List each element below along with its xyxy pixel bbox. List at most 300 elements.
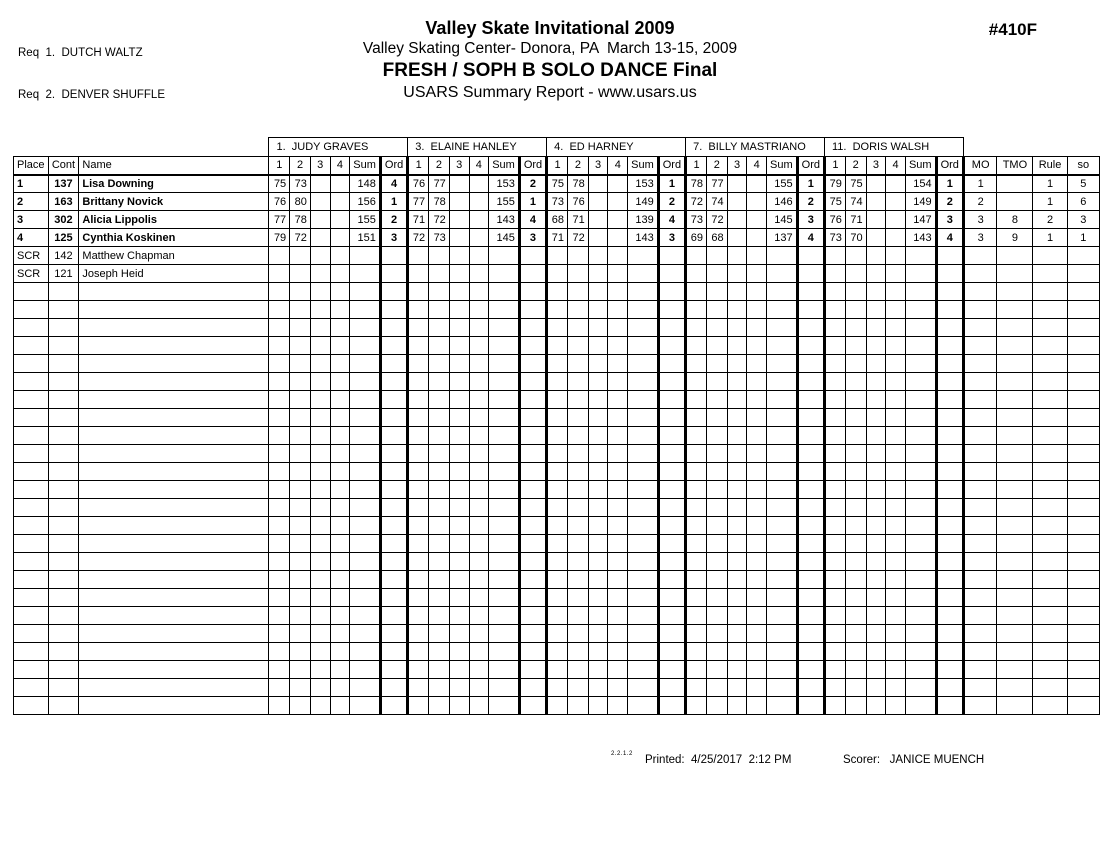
so-cell: 1: [1067, 229, 1099, 247]
sum-cell: [905, 589, 936, 607]
score-cell: [408, 643, 429, 661]
col-header: 2: [429, 157, 450, 175]
score-cell: [588, 391, 608, 409]
req-dance-2: Req 2. DENVER SHUFFLE: [18, 89, 165, 101]
tmo-cell: [997, 463, 1033, 481]
sum-cell: [905, 445, 936, 463]
score-cell: [469, 679, 489, 697]
rule-cell: [1033, 373, 1067, 391]
sum-cell: [767, 463, 798, 481]
sum-cell: 153: [628, 175, 659, 193]
score-cell: [706, 679, 727, 697]
score-cell: [408, 463, 429, 481]
ord-cell: [936, 625, 963, 643]
mo-cell: [963, 409, 996, 427]
empty-row: [14, 571, 1100, 589]
score-cell: [568, 517, 589, 535]
score-cell: [449, 625, 469, 643]
score-cell: [706, 517, 727, 535]
score-cell: [469, 589, 489, 607]
sum-cell: [350, 463, 381, 481]
score-cell: [686, 373, 707, 391]
mo-cell: [963, 337, 996, 355]
score-cell: [547, 643, 568, 661]
score-cell: [866, 553, 886, 571]
ord-cell: [658, 409, 685, 427]
score-cell: [588, 589, 608, 607]
score-cell: [269, 589, 290, 607]
score-cell: 74: [706, 193, 727, 211]
score-cell: [290, 625, 311, 643]
sum-cell: [767, 427, 798, 445]
ord-cell: [380, 499, 407, 517]
col-header: Name: [79, 157, 269, 175]
venue-line: Valley Skating Center- Donora, PA March 13-15, 2009: [362, 40, 738, 57]
score-cell: 68: [547, 211, 568, 229]
score-cell: [588, 211, 608, 229]
score-cell: [330, 283, 350, 301]
score-cell: [547, 319, 568, 337]
sum-cell: 151: [350, 229, 381, 247]
printed-info: Printed: 4/25/2017 2:12 PM: [645, 754, 792, 766]
col-header: 1: [686, 157, 707, 175]
score-cell: [608, 247, 628, 265]
score-cell: [547, 697, 568, 715]
score-cell: [706, 337, 727, 355]
score-cell: [290, 283, 311, 301]
score-cell: [469, 391, 489, 409]
score-cell: [588, 373, 608, 391]
score-cell: [866, 445, 886, 463]
score-cell: [866, 301, 886, 319]
score-cell: [269, 301, 290, 319]
name-cell: Brittany Novick: [79, 193, 269, 211]
ord-cell: [658, 553, 685, 571]
cont-cell: [48, 643, 79, 661]
score-cell: [290, 427, 311, 445]
sum-cell: [767, 553, 798, 571]
score-cell: [310, 463, 330, 481]
sum-cell: [489, 499, 520, 517]
ord-cell: [936, 535, 963, 553]
ord-cell: 3: [519, 229, 546, 247]
place-cell: 2: [14, 193, 49, 211]
score-cell: [886, 373, 906, 391]
entrant-row: [14, 175, 1100, 193]
ord-cell: [797, 283, 824, 301]
score-cell: [845, 625, 866, 643]
score-cell: [547, 553, 568, 571]
ord-cell: [936, 589, 963, 607]
score-cell: [608, 211, 628, 229]
ord-cell: 3: [936, 211, 963, 229]
score-cell: [608, 607, 628, 625]
score-cell: [269, 373, 290, 391]
ord-cell: [797, 571, 824, 589]
score-cell: [408, 535, 429, 553]
score-cell: [727, 391, 747, 409]
ord-cell: [658, 247, 685, 265]
ord-cell: [936, 553, 963, 571]
tmo-cell: [997, 499, 1033, 517]
name-cell: [79, 643, 269, 661]
score-cell: [429, 445, 450, 463]
score-cell: [866, 517, 886, 535]
score-cell: [290, 535, 311, 553]
tmo-cell: [997, 409, 1033, 427]
score-cell: [568, 625, 589, 643]
name-cell: [79, 427, 269, 445]
ord-cell: 1: [380, 193, 407, 211]
sum-cell: [350, 373, 381, 391]
ord-cell: [658, 661, 685, 679]
score-cell: [825, 643, 846, 661]
score-cell: 74: [845, 193, 866, 211]
ord-cell: [936, 517, 963, 535]
score-cell: [568, 337, 589, 355]
rule-cell: [1033, 355, 1067, 373]
score-cell: [845, 391, 866, 409]
ord-cell: [797, 337, 824, 355]
tmo-cell: [997, 427, 1033, 445]
score-cell: 69: [686, 229, 707, 247]
sum-cell: 154: [905, 175, 936, 193]
score-cell: [449, 355, 469, 373]
ord-cell: 4: [519, 211, 546, 229]
score-cell: [866, 643, 886, 661]
score-cell: 77: [706, 175, 727, 193]
sum-cell: [767, 697, 798, 715]
empty-row: [14, 373, 1100, 391]
score-cell: [568, 427, 589, 445]
ord-cell: [658, 283, 685, 301]
name-cell: [79, 553, 269, 571]
sum-cell: [350, 697, 381, 715]
place-cell: [14, 301, 49, 319]
rule-cell: [1033, 409, 1067, 427]
ord-cell: [797, 463, 824, 481]
score-cell: [686, 553, 707, 571]
score-cell: [290, 463, 311, 481]
ord-cell: [380, 679, 407, 697]
score-cell: [408, 517, 429, 535]
ord-cell: [936, 643, 963, 661]
score-cell: [568, 535, 589, 553]
score-cell: [686, 517, 707, 535]
sum-cell: [628, 463, 659, 481]
so-cell: 3: [1067, 211, 1099, 229]
score-cell: [547, 337, 568, 355]
score-cell: [408, 589, 429, 607]
so-cell: [1067, 589, 1099, 607]
ord-cell: 3: [797, 211, 824, 229]
col-header: Sum: [905, 157, 936, 175]
score-cell: [449, 445, 469, 463]
score-cell: [568, 301, 589, 319]
score-cell: [727, 283, 747, 301]
sum-cell: [628, 517, 659, 535]
sum-cell: [489, 373, 520, 391]
score-cell: [866, 661, 886, 679]
rule-cell: [1033, 499, 1067, 517]
tmo-cell: [997, 535, 1033, 553]
score-cell: 72: [429, 211, 450, 229]
score-cell: [686, 697, 707, 715]
ord-cell: [380, 265, 407, 283]
score-cell: [845, 463, 866, 481]
ord-cell: [380, 571, 407, 589]
score-cell: [706, 247, 727, 265]
score-cell: [866, 283, 886, 301]
score-cell: [686, 337, 707, 355]
score-cell: [747, 481, 767, 499]
cont-cell: [48, 499, 79, 517]
sum-cell: [350, 661, 381, 679]
score-cell: [845, 283, 866, 301]
score-cell: [608, 445, 628, 463]
ord-cell: [797, 589, 824, 607]
mo-cell: [963, 625, 996, 643]
score-cell: [706, 697, 727, 715]
score-cell: [547, 301, 568, 319]
score-cell: [269, 625, 290, 643]
score-cell: [608, 517, 628, 535]
score-cell: [429, 661, 450, 679]
score-cell: [845, 481, 866, 499]
score-cell: [886, 697, 906, 715]
score-cell: [269, 481, 290, 499]
score-cell: [886, 589, 906, 607]
score-cell: [727, 517, 747, 535]
ord-cell: [797, 247, 824, 265]
ord-cell: [936, 301, 963, 319]
sum-cell: [767, 607, 798, 625]
score-cell: [330, 337, 350, 355]
score-cell: [449, 589, 469, 607]
score-cell: [886, 445, 906, 463]
mo-cell: [963, 553, 996, 571]
cont-cell: [48, 661, 79, 679]
score-cell: [845, 535, 866, 553]
sum-cell: 155: [767, 175, 798, 193]
score-cell: [727, 643, 747, 661]
score-cell: [269, 607, 290, 625]
empty-row: [14, 337, 1100, 355]
sum-cell: [350, 481, 381, 499]
sum-cell: [628, 391, 659, 409]
name-cell: [79, 409, 269, 427]
score-cell: [330, 427, 350, 445]
score-cell: [330, 247, 350, 265]
ord-cell: 1: [658, 175, 685, 193]
so-cell: [1067, 427, 1099, 445]
sum-cell: [350, 265, 381, 283]
ord-cell: [797, 697, 824, 715]
ord-cell: [519, 427, 546, 445]
score-cell: [429, 679, 450, 697]
score-cell: [269, 319, 290, 337]
ord-cell: [519, 643, 546, 661]
ord-cell: [797, 301, 824, 319]
score-cell: [866, 571, 886, 589]
ord-cell: [936, 445, 963, 463]
col-header: Ord: [658, 157, 685, 175]
sum-cell: [628, 697, 659, 715]
score-cell: [866, 247, 886, 265]
score-cell: [686, 283, 707, 301]
tmo-cell: [997, 175, 1033, 193]
place-cell: SCR: [14, 265, 49, 283]
ord-cell: [936, 409, 963, 427]
name-cell: [79, 355, 269, 373]
sum-cell: [489, 481, 520, 499]
score-cell: [706, 319, 727, 337]
score-cell: [608, 535, 628, 553]
ord-cell: [658, 427, 685, 445]
mo-cell: [963, 463, 996, 481]
ord-cell: [519, 607, 546, 625]
score-cell: [747, 427, 767, 445]
col-header: 1: [408, 157, 429, 175]
score-cell: [686, 265, 707, 283]
score-cell: [449, 265, 469, 283]
req-dance-1: Req 1. DUTCH WALTZ: [18, 47, 143, 59]
score-cell: [588, 229, 608, 247]
sum-cell: [489, 247, 520, 265]
sum-cell: [489, 301, 520, 319]
empty-row: [14, 409, 1100, 427]
sum-cell: [489, 589, 520, 607]
ord-cell: [936, 265, 963, 283]
score-cell: [269, 679, 290, 697]
ord-cell: 4: [380, 175, 407, 193]
tmo-cell: [997, 337, 1033, 355]
judge-name: 3. ELAINE HANLEY: [408, 138, 547, 157]
ord-cell: [519, 535, 546, 553]
score-cell: [706, 355, 727, 373]
name-cell: Lisa Downing: [79, 175, 269, 193]
cont-cell: [48, 427, 79, 445]
score-cell: [886, 391, 906, 409]
sum-cell: [628, 427, 659, 445]
score-cell: [727, 499, 747, 517]
score-cell: [269, 265, 290, 283]
score-cell: [845, 697, 866, 715]
score-cell: [408, 283, 429, 301]
score-cell: [568, 553, 589, 571]
sum-cell: [489, 535, 520, 553]
score-cell: [747, 355, 767, 373]
score-cell: [568, 643, 589, 661]
score-cell: [588, 643, 608, 661]
score-cell: 76: [568, 193, 589, 211]
sum-cell: [905, 463, 936, 481]
score-cell: [547, 427, 568, 445]
empty-row: [14, 481, 1100, 499]
place-cell: 4: [14, 229, 49, 247]
score-cell: [310, 517, 330, 535]
rule-cell: 1: [1033, 193, 1067, 211]
score-cell: [747, 391, 767, 409]
ord-cell: [797, 319, 824, 337]
ord-cell: [658, 481, 685, 499]
score-cell: [825, 607, 846, 625]
ord-cell: [380, 355, 407, 373]
score-cell: [269, 553, 290, 571]
sum-cell: [350, 391, 381, 409]
so-cell: [1067, 409, 1099, 427]
col-header: TMO: [997, 157, 1033, 175]
score-cell: [269, 571, 290, 589]
rule-cell: [1033, 589, 1067, 607]
empty-row: [14, 301, 1100, 319]
sum-cell: [350, 499, 381, 517]
ord-cell: [936, 571, 963, 589]
score-cell: [330, 175, 350, 193]
rule-cell: 1: [1033, 229, 1067, 247]
score-cell: [290, 697, 311, 715]
ord-cell: [380, 337, 407, 355]
score-cell: [866, 589, 886, 607]
ord-cell: 1: [519, 193, 546, 211]
sum-cell: [767, 247, 798, 265]
score-cell: [866, 265, 886, 283]
score-cell: [608, 337, 628, 355]
score-cell: [449, 391, 469, 409]
score-cell: [845, 445, 866, 463]
sum-cell: [905, 283, 936, 301]
cont-cell: [48, 463, 79, 481]
score-cell: [886, 283, 906, 301]
place-cell: [14, 661, 49, 679]
score-cell: [866, 175, 886, 193]
sum-cell: [905, 265, 936, 283]
score-cell: [686, 679, 707, 697]
sum-cell: [767, 283, 798, 301]
score-cell: [866, 211, 886, 229]
ord-cell: [519, 625, 546, 643]
score-cell: [706, 301, 727, 319]
score-cell: [469, 301, 489, 319]
score-cell: [825, 247, 846, 265]
score-cell: [588, 301, 608, 319]
sum-cell: 143: [905, 229, 936, 247]
col-header: 4: [330, 157, 350, 175]
sum-cell: [767, 301, 798, 319]
score-cell: [269, 247, 290, 265]
sum-cell: 147: [905, 211, 936, 229]
ord-cell: [380, 553, 407, 571]
judge-name: 7. BILLY MASTRIANO: [686, 138, 825, 157]
score-cell: [408, 373, 429, 391]
ord-cell: [797, 265, 824, 283]
so-cell: [1067, 571, 1099, 589]
score-cell: [310, 265, 330, 283]
score-cell: [727, 553, 747, 571]
sum-cell: [489, 607, 520, 625]
score-cell: [449, 481, 469, 499]
score-cell: [469, 445, 489, 463]
so-cell: [1067, 499, 1099, 517]
score-cell: [825, 373, 846, 391]
score-cell: [449, 283, 469, 301]
ord-cell: 4: [936, 229, 963, 247]
score-cell: [330, 193, 350, 211]
score-cell: [310, 193, 330, 211]
sum-cell: [767, 571, 798, 589]
score-cell: [310, 481, 330, 499]
score-cell: [408, 445, 429, 463]
